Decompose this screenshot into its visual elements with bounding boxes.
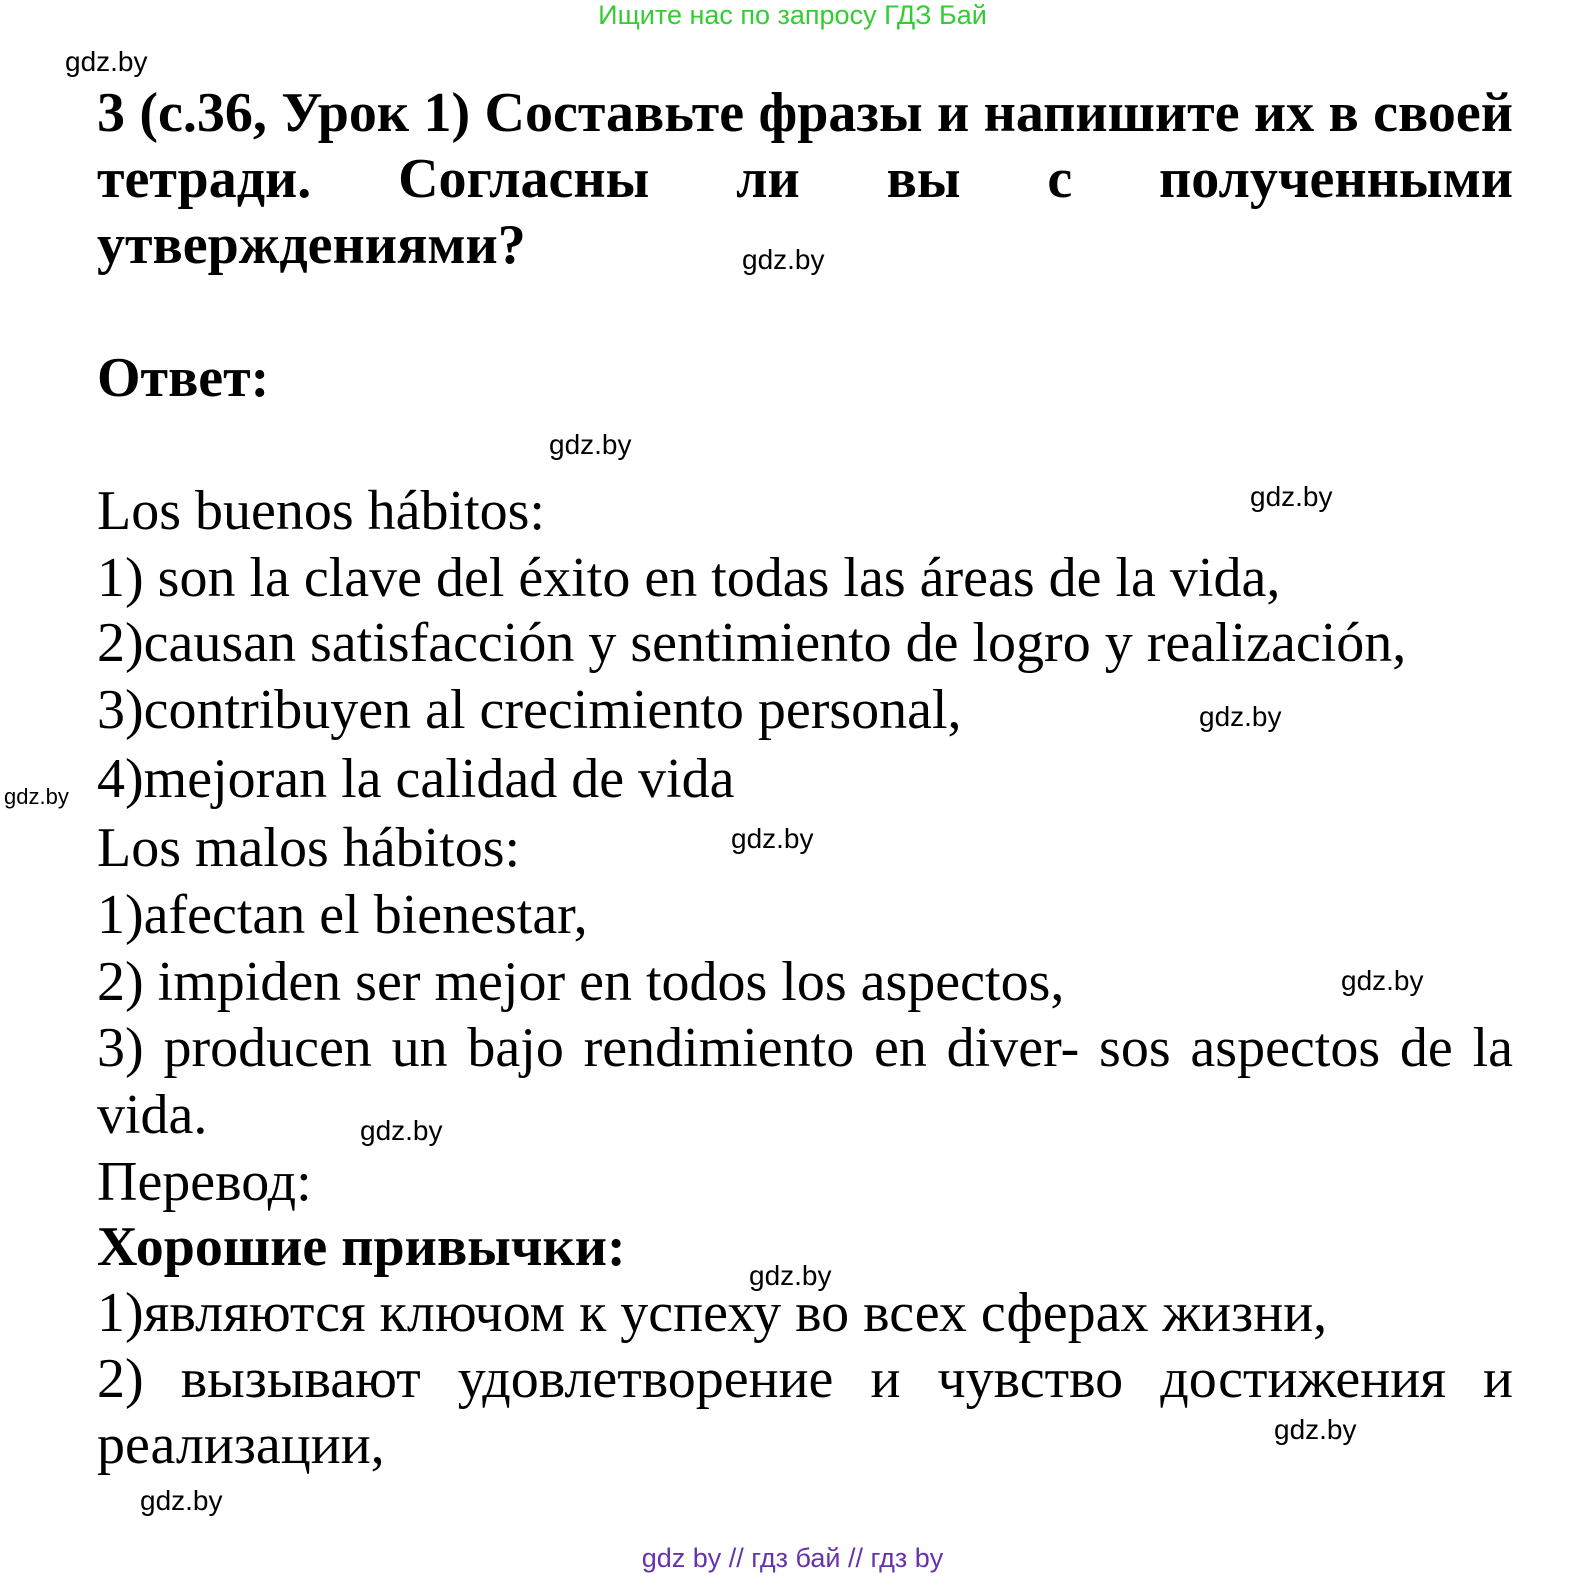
- spanish-good-heading: Los buenos hábitos:: [97, 480, 545, 542]
- search-banner: Ищите нас по запросу ГДЗ Бай: [598, 0, 987, 30]
- watermark: gdz.by: [731, 823, 814, 854]
- watermark: gdz.by: [360, 1115, 443, 1146]
- answer-label: Ответ:: [97, 347, 270, 409]
- translation-label: Перевод:: [97, 1151, 312, 1213]
- spanish-bad-heading: Los malos hábitos:: [97, 817, 521, 879]
- watermark: gdz.by: [1341, 965, 1424, 996]
- watermark: gdz.by: [65, 46, 148, 77]
- spanish-good-item: 4)mejoran la calidad de vida: [97, 748, 735, 810]
- spanish-good-item: 3)contribuyen al crecimiento personal,: [97, 679, 962, 741]
- footer-watermark: gdz by // гдз бай // гдз by: [641, 1543, 944, 1573]
- spanish-bad-item: 1)afectan el bienestar,: [97, 884, 588, 946]
- watermark: gdz.by: [1199, 701, 1282, 732]
- watermark: gdz.by: [549, 429, 632, 460]
- watermark: gdz.by: [1274, 1414, 1357, 1445]
- spanish-bad-item-continuation: vida.: [97, 1084, 208, 1146]
- watermark: gdz.by: [4, 784, 69, 809]
- watermark: gdz.by: [742, 244, 825, 275]
- spanish-bad-item: 3) producen un bajo rendimiento en diver- sos aspectos de la: [97, 1017, 1513, 1079]
- spanish-bad-item: 2) impiden ser mejor en todos los aspectos,: [97, 951, 1065, 1013]
- spanish-good-item: 1) son la clave del éxito en todas las áreas de la vida,: [97, 547, 1281, 609]
- watermark: gdz.by: [1250, 481, 1333, 512]
- russian-good-item: 1)являются ключом к успеху во всех сферах жизни,: [97, 1282, 1328, 1344]
- russian-good-heading: Хорошие привычки:: [97, 1216, 626, 1278]
- task-text: 3 (с.36, Урок 1) Составьте фразы и напишите их в своей тетради. Согласны ли вы с полученными утверждениями?: [97, 82, 1513, 276]
- spanish-good-item: 2)causan satisfacción y sentimiento de logro y realización,: [97, 612, 1407, 674]
- watermark: gdz.by: [749, 1260, 832, 1291]
- watermark: gdz.by: [140, 1485, 223, 1516]
- russian-good-item-continuation: реализации,: [97, 1414, 385, 1476]
- russian-good-item: 2) вызывают удовлетворение и чувство достижения и: [97, 1348, 1513, 1410]
